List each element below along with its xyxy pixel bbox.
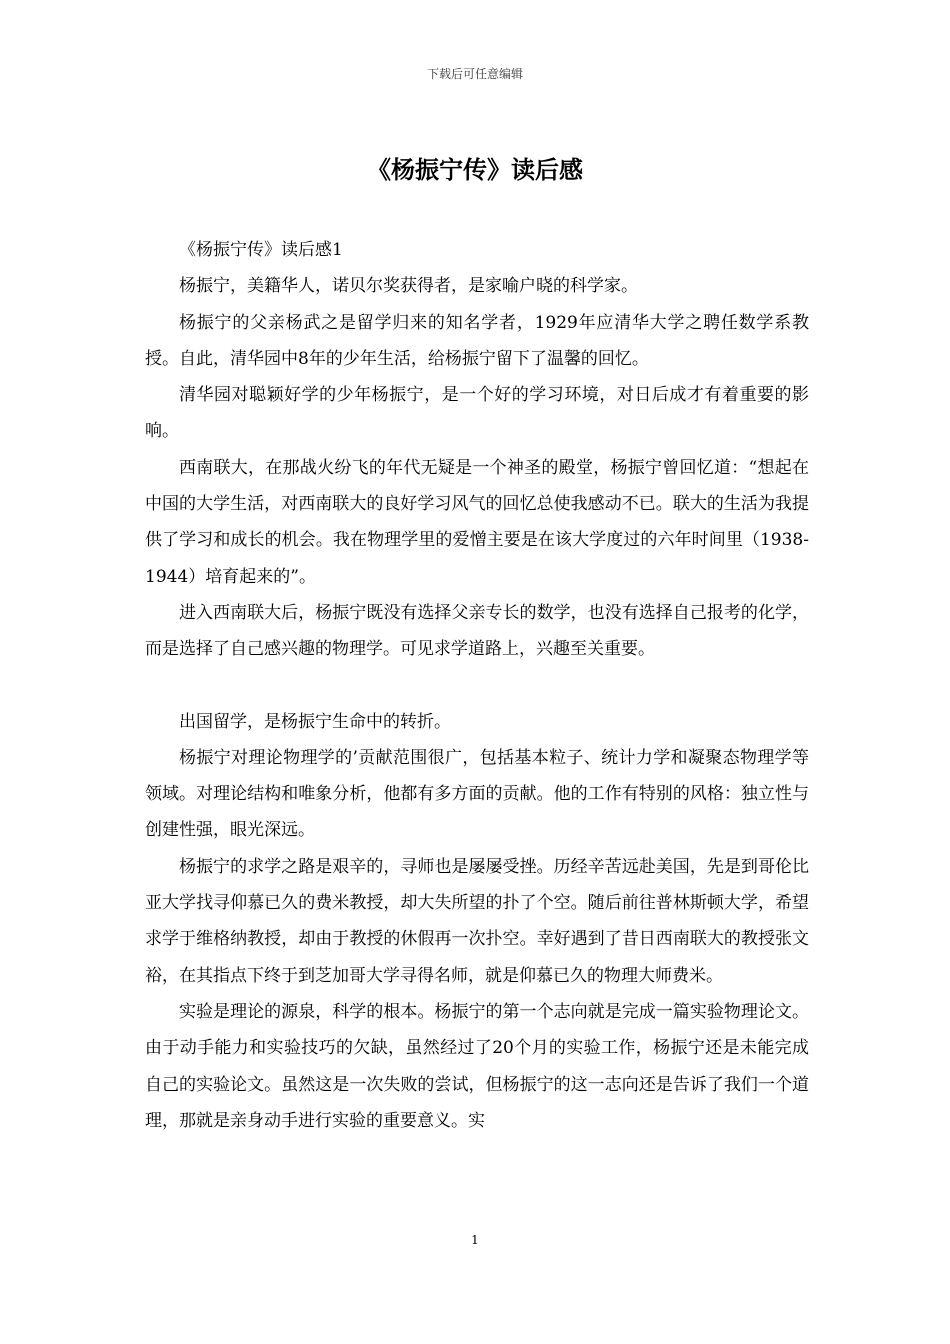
paragraph-subtitle: 《杨振宁传》读后感1 bbox=[179, 240, 343, 260]
header-note: 下载后可任意编辑 bbox=[426, 67, 523, 81]
paragraph: 杨振宁对理论物理学的’贡献范围很广，包括基本粒子、统计力学和凝聚态物理学等领域。对理论结构和唯象分析，他都有多方面的贡献。他的工作有特别的风格：独立性与创建性强，眼光深远。 bbox=[145, 747, 809, 841]
paragraph: 杨振宁的父亲杨武之是留学归来的知名学者，1929年应清华大学之聘任数学系教授。自此，清华园中8年的少年生活，给杨振宁留下了温馨的回忆。 bbox=[145, 312, 809, 369]
document-body bbox=[145, 232, 809, 1139]
paragraph: 进入西南联大后，杨振宁既没有选择父亲专长的数学，也没有选择自己报考的化学，而是选择了自己感兴趣的物理学。可见求学道路上，兴趣至关重要。 bbox=[145, 602, 809, 660]
paragraph: 实验是理论的源泉，科学的根本。杨振宁的第一个志向就是完成一篇实验物理论文。由于动手能力和实验技巧的欠缺，虽然经过了20个月的实验工作，杨振宁还是未能完成自己的实验论文。虽然这是一次失败的尝试，但杨振宁的这一志向还是告诉了我们一个道理，那就是亲身动手进行实验的重要意义。实 bbox=[145, 1001, 809, 1131]
paragraph: 杨振宁的求学之路是艰辛的，寻师也是屡屡受挫。历经辛苦远赴美国，先是到哥伦比亚大学找寻仰慕已久的费米教授，却大失所望的扑了个空。随后前往普林斯顿大学，希望求学于维格纳教授，却由于教授的休假再一次扑空。幸好遇到了昔日西南联大的教授张文裕，在其指点下终于到芝加哥大学寻得名师，就是仰慕已久的物理大师费米。 bbox=[145, 856, 809, 986]
document-title: 《杨振宁传》读后感 bbox=[367, 155, 583, 184]
page-number: 1 bbox=[471, 1233, 479, 1247]
paragraph: 杨振宁，美籍华人，诺贝尔奖获得者，是家喻户晓的科学家。 bbox=[179, 276, 638, 297]
paragraph: 出国留学，是杨振宁生命中的转折。 bbox=[179, 711, 451, 732]
paragraph: 清华园对聪颖好学的少年杨振宁，是一个好的学习环境，对日后成才有着重要的影响。 bbox=[145, 385, 809, 442]
paragraph: 西南联大，在那战火纷飞的年代无疑是一个神圣的殿堂，杨振宁曾回忆道：“想起在中国的大学生活，对西南联大的良好学习风气的回忆总使我感动不已。联大的生活为我提供了学习和成长的机会。我在物理学里的爱憎主要是在该大学度过的六年时间里（1938-1944）培育起来的”。 bbox=[145, 457, 809, 587]
